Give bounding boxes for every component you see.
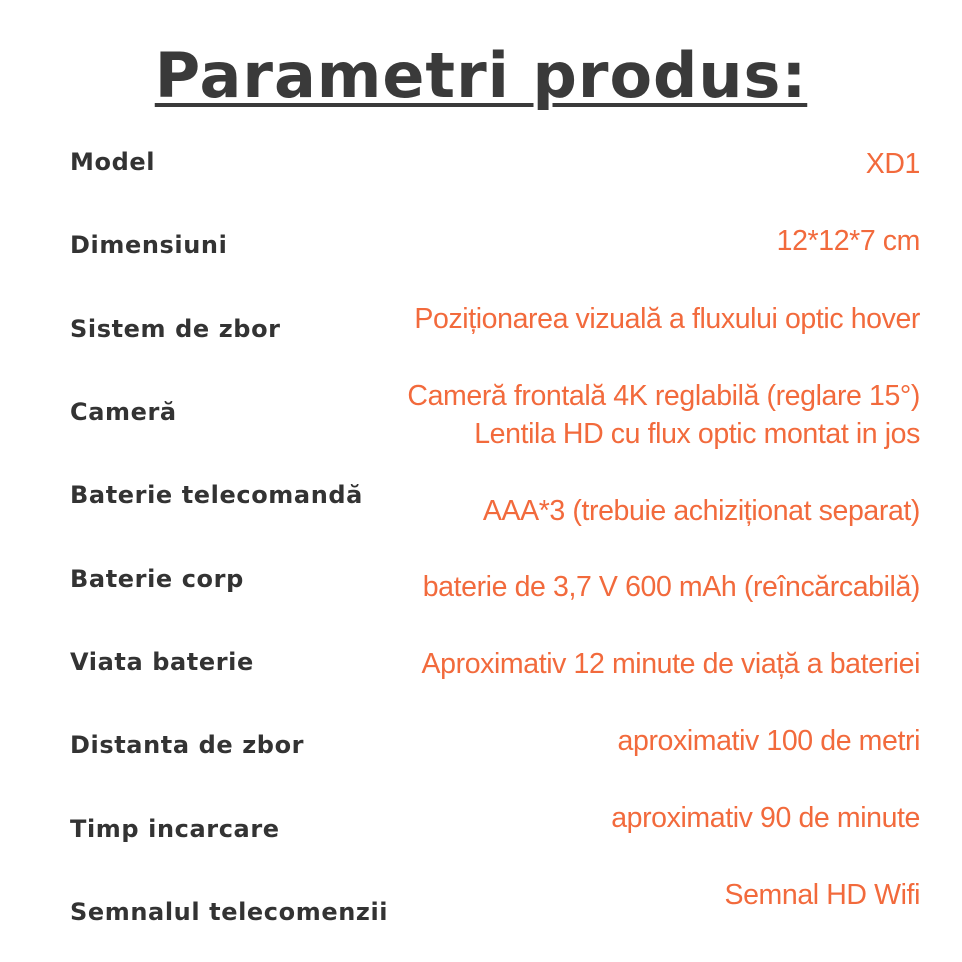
param-value-model: XD1 [865,148,920,180]
param-value-semnalul-telecomenzii: Semnal HD Wifi [724,879,920,911]
param-value-baterie-corp: baterie de 3,7 V 600 mAh (reîncărcabilă) [422,571,920,603]
param-label-semnalul-telecomenzii: Semnalul telecomenzii [70,898,389,926]
param-value-viata-baterie: Aproximativ 12 minute de viață a bateriei [421,648,920,680]
param-label-model: Model [70,148,156,176]
param-label-timp-incarcare: Timp incarcare [70,815,280,843]
param-label-viata-baterie: Viata baterie [70,648,254,676]
param-value-camera-line2: Lentila HD cu flux optic montat in jos [474,418,920,450]
param-value-baterie-telecomanda: AAA*3 (trebuie achiziționat separat) [482,495,920,527]
param-label-distanta-de-zbor: Distanta de zbor [70,731,305,759]
param-value-dimensiuni: 12*12*7 cm [776,225,920,257]
param-label-baterie-corp: Baterie corp [70,565,244,593]
param-value-camera-line1: Cameră frontală 4K reglabilă (reglare 15°) [407,380,920,412]
param-value-distanta-de-zbor: aproximativ 100 de metri [617,725,920,757]
param-value-timp-incarcare: aproximativ 90 de minute [611,802,920,834]
param-value-sistem-de-zbor: Poziționarea vizuală a fluxului optic hover [414,303,920,335]
param-label-baterie-telecomanda: Baterie telecomandă [70,481,363,509]
param-label-camera: Cameră [70,398,177,426]
param-label-sistem-de-zbor: Sistem de zbor [70,315,281,343]
page-title: Parametri produs: [154,39,808,112]
param-label-dimensiuni: Dimensiuni [70,231,228,259]
